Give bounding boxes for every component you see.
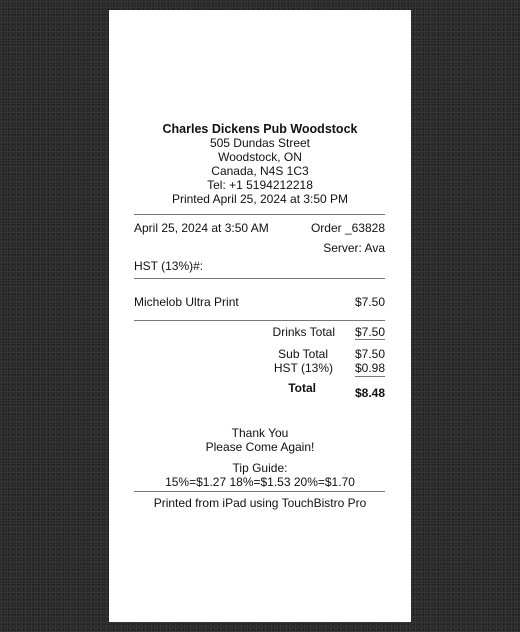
divider [134,214,385,215]
drinks-total-label: Drinks Total [272,325,335,339]
subtotal-label: Sub Total [278,347,328,361]
hst-number-label: HST (13%)#: [134,259,204,273]
printed-timestamp: Printed April 25, 2024 at 3:50 PM [171,192,349,206]
hst-value: $0.98 [354,361,385,375]
tip-guide-title: Tip Guide: [232,461,288,475]
total-label: Total [288,381,316,395]
divider [134,320,385,321]
receipt [109,10,411,622]
order-number: Order _63828 [310,221,385,235]
server-name: Server: Ava [323,241,385,255]
address-line-3: Canada, N4S 1C3 [211,164,309,178]
address-line-2: Woodstock, ON [218,150,302,164]
total-value: $8.48 [354,386,385,400]
line-item-name: Michelob Ultra Print [134,295,239,309]
divider [134,278,385,279]
phone-number: Tel: +1 5194212218 [207,178,313,192]
thank-you-text: Thank You [231,426,289,440]
printed-from-text: Printed from iPad using TouchBistro Pro [153,496,367,510]
order-datetime: April 25, 2024 at 3:50 AM [134,221,269,235]
divider [134,491,385,492]
come-again-text: Please Come Again! [205,440,315,454]
subtotal-value: $7.50 [354,347,385,361]
address-line-1: 505 Dundas Street [209,136,311,150]
tip-guide-values: 15%=$1.27 18%=$1.53 20%=$1.70 [165,475,355,489]
line-item-price: $7.50 [354,295,385,309]
restaurant-name: Charles Dickens Pub Woodstock [162,122,358,136]
receipt-header [109,122,411,206]
drinks-total-value: $7.50 [354,325,385,339]
hst-label: HST (13%) [273,361,333,375]
